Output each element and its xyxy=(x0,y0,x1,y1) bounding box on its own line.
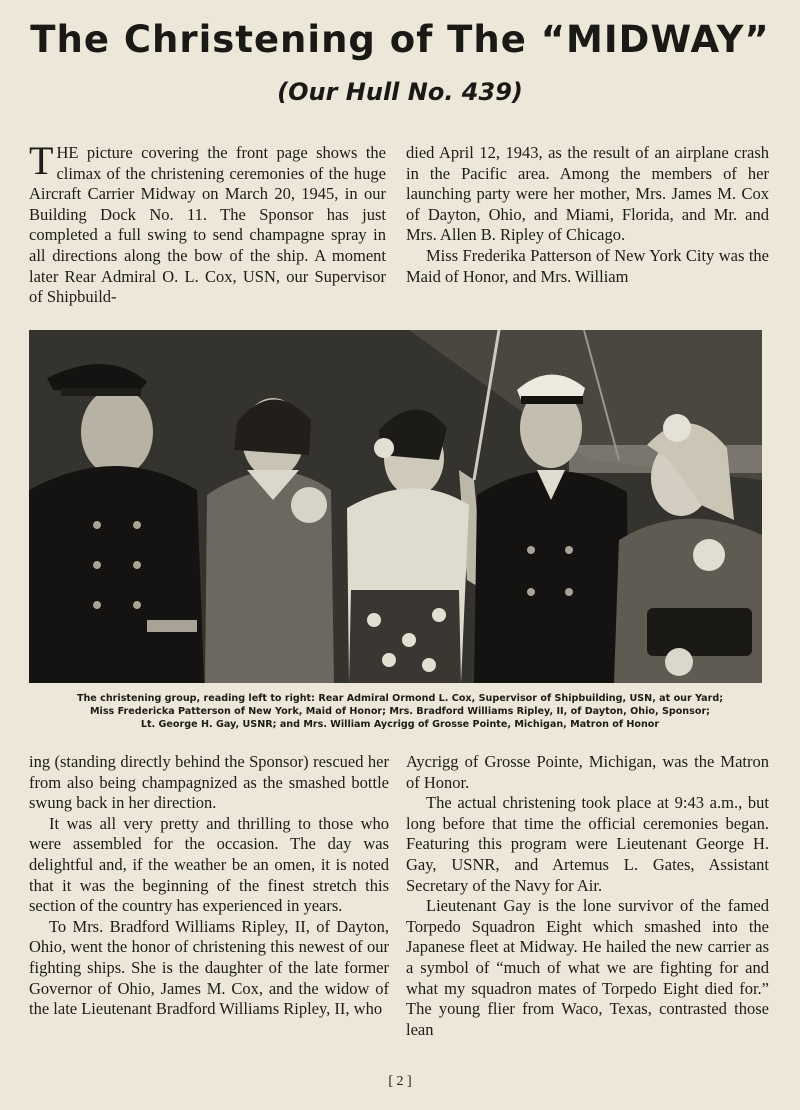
photo-caption xyxy=(29,692,771,731)
text-column-2 xyxy=(406,143,769,287)
paragraph: Aycrigg of Grosse Pointe, Michigan, was the Matron of Honor. xyxy=(406,752,769,792)
paragraph: Miss Frederika Patterson of New York City was the Maid of Honor, and Mrs. William xyxy=(406,245,769,286)
caption-line: Lt. George H. Gay, USNR; and Mrs. William Aycrigg of Grosse Pointe, Michigan, Matron of Honor xyxy=(140,719,660,730)
drop-cap: T xyxy=(29,138,54,183)
caption-line: The christening group, reading left to right: Rear Admiral Ormond L. Cox, Supervisor of Shipbuilding, USN, at our Yard; xyxy=(76,693,724,704)
paragraph: ing (standing directly behind the Sponsor) rescued her from also being champagnized as the smashed bottle swung back in her direction. xyxy=(29,752,389,813)
photo-illustration xyxy=(29,330,762,683)
paragraph: To Mrs. Bradford Williams Ripley, II, of Dayton, Ohio, went the honor of christening this newest of our fighting ships. She is the daughter of the late former Governor of Ohio, James M. Cox, and the widow of the late Lieutenant Bradford Williams Ripley, II, who xyxy=(29,916,389,1019)
text-column-1 xyxy=(29,138,386,308)
article-title: The Christening of The “MIDWAY” xyxy=(30,18,770,61)
paragraph: died April 12, 1943, as the result of an airplane crash in the Pacific area. Among the members of her launching party were her mother, Mrs. James M. Cox of Dayton, Ohio, and Miami, Florida, and Mr. and Mrs. Allen B. Ripley of Chicago. xyxy=(406,143,769,245)
text-column-3 xyxy=(29,752,389,1020)
paragraph-text: HE picture covering the front page shows the climax of the christening ceremonies of the huge Aircraft Carrier Midway on March 20, 1945, in our Building Dock No. 11. The Sponsor has just completed a full swing to send champagne spray in all directions along the bow of the ship. A moment later Rear Admiral O. L. Cox, USN, our Supervisor of Shipbuild- xyxy=(29,143,386,307)
text-column-4 xyxy=(406,752,769,1040)
page-number: [ 2 ] xyxy=(388,1074,412,1089)
paragraph: It was all very pretty and thrilling to those who were assembled for the occasion. The day was delightful and, if the weather be an omen, it is noted that it was the beginning of the finest stretch this section of the country has experienced in years. xyxy=(29,813,389,916)
christening-group-photo xyxy=(29,330,762,683)
paragraph: Lieutenant Gay is the lone survivor of the famed Torpedo Squadron Eight which smashed into the Japanese fleet at Midway. He hailed the new carrier as a symbol of “much of what we are fighting for and what my squadron mates of Torpedo Eight died for.” The young flier from Waco, Texas, contrasted those lean xyxy=(406,896,769,1039)
paragraph: The actual christening took place at 9:43 a.m., but long before that time the official ceremonies began. Featuring this program were Lieutenant George H. Gay, USNR, and Artemus L. Gates, Assistant Secretary of the Navy for Air. xyxy=(406,793,769,895)
article-subtitle: (Our Hull No. 439) xyxy=(277,78,523,106)
paragraph xyxy=(29,138,386,308)
caption-line: Miss Fredericka Patterson of New York, Maid of Honor; Mrs. Bradford Williams Ripley, II, of Dayton, Ohio, Sponsor; xyxy=(89,706,711,717)
